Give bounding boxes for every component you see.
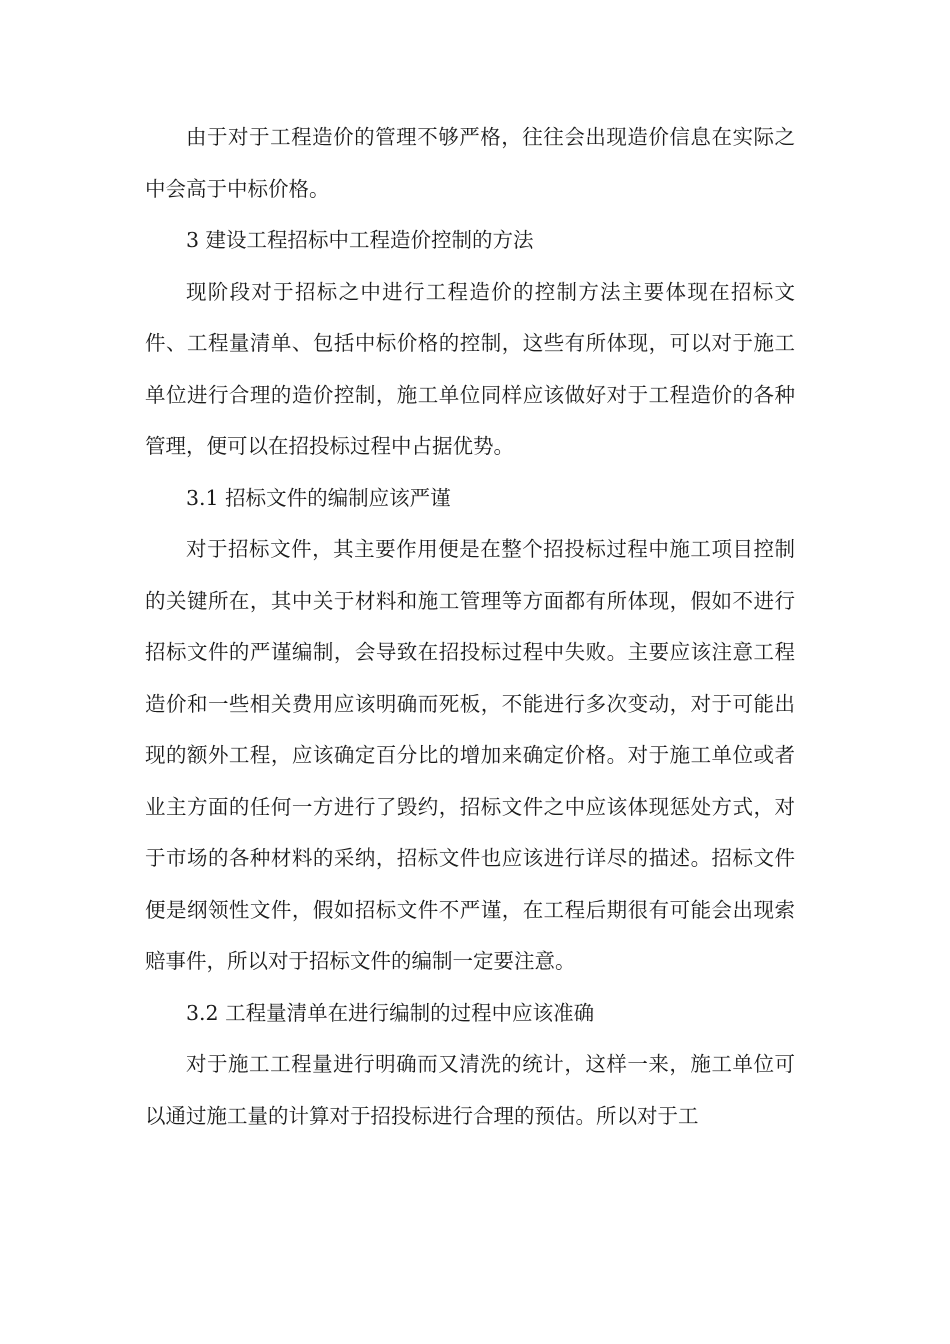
paragraph-quantity-list: 对于施工工程量进行明确而又清洗的统计，这样一来，施工单位可以通过施工量的计算对于招投标进行合理的预估。所以对于工 [145,1052,795,1128]
section-heading-3-2: 3.2 工程量清单在进行编制的过程中应该准确 [186,1000,595,1025]
paragraph-control-methods: 现阶段对于招标之中进行工程造价的控制方法主要体现在招标文件、工程量清单、包括中标价格的控制，这些有所体现，可以对于施工单位进行合理的造价控制，施工单位同样应该做好对于工程造价的各种管理，便可以在招投标过程中占据优势。 [145,279,795,458]
paragraph-overpricing: 由于对于工程造价的管理不够严格，往往会出现造价信息在实际之中会高于中标价格。 [145,125,795,201]
document-page [145,112,795,1142]
section-heading-3: 3 建设工程招标中工程造价控制的方法 [186,228,534,252]
section-heading-3-1: 3.1 招标文件的编制应该严谨 [186,485,451,510]
paragraph-tender-documents: 对于招标文件，其主要作用便是在整个招投标过程中施工项目控制的关键所在，其中关于材料和施工管理等方面都有所体现，假如不进行招标文件的严谨编制，会导致在招投标过程中失败。主要应该注意工程造价和一些相关费用应该明确而死板，不能进行多次变动，对于可能出现的额外工程，应该确定百分比的增加来确定价格。对于施工单位或者业主方面的任何一方进行了毁约，招标文件之中应该体现惩处方式，对于市场的各种材料的采纳，招标文件也应该进行详尽的描述。招标文件便是纲领性文件，假如招标文件不严谨，在工程后期很有可能会出现索赔事件，所以对于招标文件的编制一定要注意。 [145,537,795,973]
